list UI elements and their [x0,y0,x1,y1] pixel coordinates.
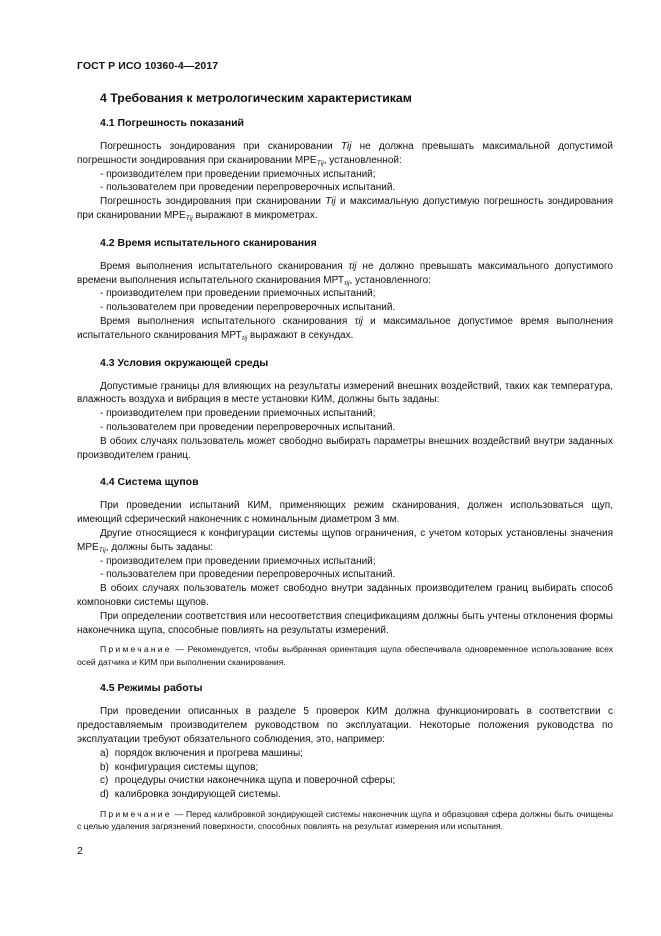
subscript: Tij [98,546,106,554]
subsection-number: 4.3 [100,356,115,369]
note-label: Примечание [100,644,172,655]
list-item: - пользователем при проведении перепроверочных испытаний. [100,302,396,314]
list-item [77,747,613,761]
section-heading [77,90,613,106]
subsection-heading [77,116,613,130]
text-run: не должна превышать максимальной допустимой погрешности зондирования при сканировании МРЕ [77,141,613,166]
list-item: - пользователем при проведении перепроверочных испытаний. [100,421,396,433]
text-run: и максимальную допустимую погрешность зондирования при сканировании МРЕ [77,196,613,221]
subscript: Tij [316,159,324,167]
page-number: 2 [77,845,83,857]
subsection-title: Система щупов [117,476,199,489]
paragraph [77,140,613,168]
subsection-heading [77,681,613,695]
list-item [77,774,613,788]
list-item [77,788,613,802]
list-letter: a) [100,747,109,759]
text-run: выражают в микрометрах. [192,209,318,221]
note-text: — Перед калибровкой зондирующей системы наконечник щупа и образцовая сфера должны быть очищены с целью удаления загрязнений поверхности, способных повлиять на результат измерения или испытания. [77,808,613,832]
subsection-4-2 [77,236,613,343]
content-column [77,90,613,833]
subsection-4-4 [77,475,613,668]
paragraph: При проведении описанных в разделе 5 проверок КИМ должна функционировать в соответствии с предоставляемым производителем руководством по эксплуатации. Некоторые положения руководства по эксплуатации требуют обязательного соблюдения, это, например: [77,706,613,745]
paragraph: При определении соответствия или несоответствия спецификациям должны быть учтены отклонения формы наконечника щупа, способные повлиять на результаты измерений. [77,610,613,636]
symbol: τij [354,315,363,327]
text-run: Погрешность зондирования при сканировании [100,141,341,152]
subsection-title: Погрешность показаний [117,117,244,129]
paragraph [77,260,613,288]
text-run: Время выполнения испытательного сканирования [100,260,349,272]
subsection-4-1 [77,116,613,223]
subsection-number: 4.4 [100,476,115,489]
list-letter: b) [100,761,109,773]
list-item: - производителем при проведении приемочных испытаний; [100,408,376,420]
subscript: τij [241,334,248,342]
paragraph [77,195,613,223]
subsection-4-5 [77,681,613,833]
subsection-number: 4.2 [100,236,115,249]
list-letter: c) [100,775,109,787]
list-text: процедуры очистки наконечника щупа и поверочной сферы; [114,775,396,787]
list-letter: d) [100,789,109,801]
paragraph [77,527,613,555]
text-run: , установленной: [323,154,402,166]
paragraph: В обоих случаях пользователь может свободно выбирать параметры внешних воздействий внутри заданных производителем границ. [77,435,613,461]
symbol: Tij [340,141,352,152]
subsection-title: Время испытательного сканирования [117,236,317,249]
note-text: — Рекомендуется, чтобы выбранная ориентация щупа обеспечивала одновременное использование всех осей датчика и КИМ при выполнении сканирования. [77,644,613,667]
list-text: конфигурация системы щупов; [114,761,259,773]
list-item: - пользователем при проведении перепроверочных испытаний. [100,569,396,581]
subsection-heading [77,236,613,250]
section-title: Требования к метрологическим характеристикам [110,91,412,105]
subscript: Tij [185,214,193,222]
list-item: - производителем при проведении приемочных испытаний; [100,168,376,180]
text-run: и максимальное допустимое время выполнения испытательного сканирования МРТ [77,315,614,341]
subsection-heading [77,475,613,489]
paragraph [77,315,613,343]
note-label: Примечание [100,808,172,819]
standard-code: ГОСТ Р ИСО 10360-4—2017 [77,60,219,72]
paragraph: В обоих случаях пользователь может свободно внутри заданных производителем границ выбирать способ компоновки системы щупов. [77,583,613,608]
symbol: τij [348,260,357,272]
list-text: калибровка зондирующей системы. [114,789,281,801]
list-item: - производителем при проведении приемочных испытаний; [100,555,376,567]
subsection-heading [77,356,613,370]
subsection-4-3 [77,356,613,463]
subsection-title: Режимы работы [117,682,203,695]
subsection-number: 4.5 [100,682,115,695]
paragraph: Допустимые границы для влияющих на результаты измерений внешних воздействий, таких как температура, влажность воздуха и вибрация в месте установки КИМ, должны быть заданы: [77,380,613,406]
subscript: τij [343,279,350,287]
subsection-number: 4.1 [100,117,115,129]
paragraph: При проведении испытаний КИМ, применяющих режим сканирования, должен использоваться щуп, имеющий сферический наконечник с номинальным диаметром 3 мм. [77,500,613,526]
list-text: порядок включения и прогрева машины; [114,747,303,759]
text-run: , должны быть заданы: [105,541,214,553]
text-run: выражают в секундах. [247,329,354,341]
subsection-title: Условия окружающей среды [117,356,269,369]
note [77,643,613,668]
note [77,808,613,833]
list-item: - пользователем при проведении перепроверочных испытаний. [100,182,396,194]
list-item: - производителем при проведении приемочных испытаний; [100,288,376,300]
symbol: Tij [325,196,336,208]
text-run: , установленного: [349,274,431,286]
text-run: Другие относящиеся к конфигурации системы щупов ограничения, с учетом которых установлены значения МРЕ [77,527,613,553]
text-run: не должно превышать максимального допустимого времени выполнения испытательного сканирования МРТ [77,260,613,286]
text-run: Погрешность зондирования при сканировании [100,196,326,208]
section-number: 4 [100,91,107,105]
list-item [77,761,613,775]
text-run: Время выполнения испытательного сканирования [100,315,355,327]
